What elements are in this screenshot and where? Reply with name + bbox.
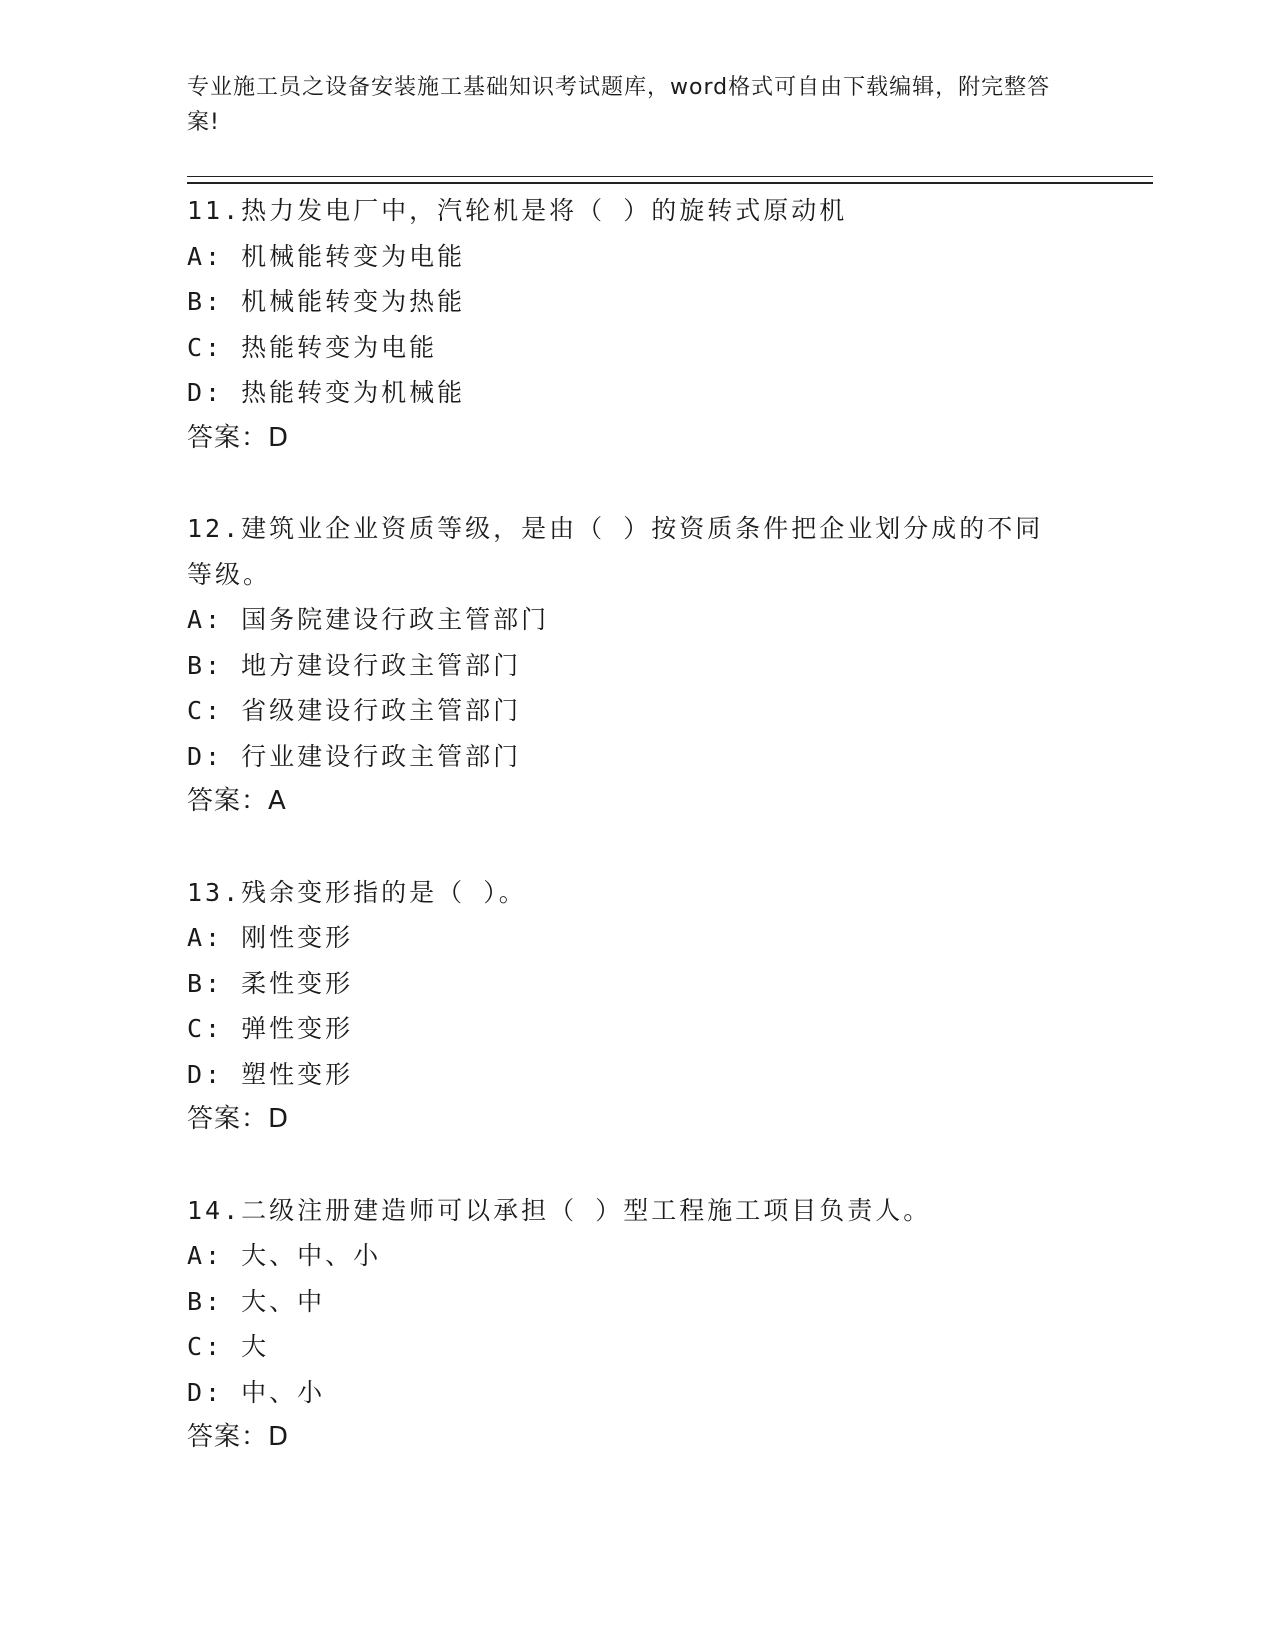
option-c: C: 热能转变为电能 — [187, 332, 438, 362]
option-b: B: 柔性变形 — [187, 968, 354, 998]
question-12 — [187, 506, 1087, 825]
option-c: C: 省级建设行政主管部门 — [187, 696, 522, 725]
question-list — [187, 188, 1087, 1506]
question-stem: 13.残余变形指的是（ ）。 — [187, 877, 527, 907]
question-stem: 12.建筑业企业资质等级，是由（ ）按资质条件把企业划分成的不同等级。 — [187, 514, 1044, 589]
option-d: D: 中、小 — [187, 1377, 326, 1407]
question-13 — [187, 870, 1087, 1143]
question-stem: 11.热力发电厂中，汽轮机是将（ ）的旋转式原动机 — [187, 196, 848, 225]
option-a: A: 机械能转变为电能 — [187, 241, 466, 271]
answer: 答案：D — [187, 1422, 290, 1452]
question-stem: 14.二级注册建造师可以承担（ ）型工程施工项目负责人。 — [187, 1195, 932, 1225]
option-a: A: 国务院建设行政主管部门 — [187, 605, 550, 634]
option-b: B: 大、中 — [187, 1286, 326, 1316]
answer: 答案：A — [187, 786, 287, 816]
option-a: A: 大、中、小 — [187, 1241, 382, 1270]
answer: 答案：D — [187, 422, 290, 453]
option-d: D: 行业建设行政主管部门 — [187, 741, 522, 771]
option-d: D: 塑性变形 — [187, 1059, 354, 1089]
document-header: 专业施工员之设备安装施工基础知识考试题库，word格式可自由下载编辑，附完整答案! — [187, 75, 1051, 135]
question-11 — [187, 188, 1087, 461]
option-a: A: 刚性变形 — [187, 923, 354, 952]
answer: 答案：D — [187, 1104, 290, 1134]
header-divider-thick — [187, 182, 1153, 184]
option-b: B: 地方建设行政主管部门 — [187, 650, 522, 680]
option-c: C: 大 — [187, 1332, 270, 1361]
option-d: D: 热能转变为机械能 — [187, 378, 466, 407]
option-b: B: 机械能转变为热能 — [187, 287, 466, 316]
header-divider-thin — [187, 176, 1153, 177]
question-14 — [187, 1188, 1087, 1461]
option-c: C: 弹性变形 — [187, 1014, 354, 1043]
